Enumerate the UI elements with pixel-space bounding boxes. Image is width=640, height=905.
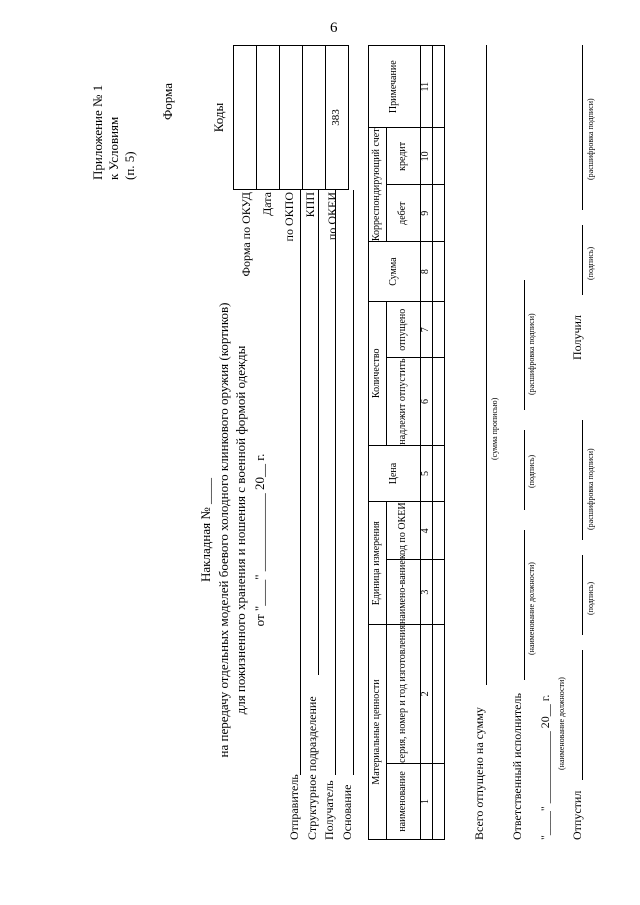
col-num: 5 — [421, 445, 433, 502]
okud-value[interactable] — [234, 46, 257, 190]
table-cell[interactable] — [433, 763, 445, 839]
subdivision-label: Структурное подразделение — [304, 696, 319, 840]
codes-labels — [236, 192, 343, 300]
col-num: 1 — [421, 763, 433, 839]
total-label: Всего отпущено на сумму — [472, 707, 486, 840]
title-date: от "____" ____________ 20__ г. — [252, 453, 267, 627]
sender-line[interactable] — [300, 190, 301, 775]
h-unit-code: код по ОКЕИ — [387, 502, 421, 560]
invoice-form — [30, 40, 595, 860]
col-num: 10 — [421, 128, 433, 185]
appendix-line2: к Условиям — [106, 116, 121, 180]
col-num: 8 — [421, 242, 433, 302]
responsible-decoding-line[interactable] — [524, 280, 525, 410]
form-label: Форма — [160, 83, 175, 120]
total-line[interactable] — [486, 45, 487, 685]
received-decoding-caption: (расшифровка подписи) — [586, 98, 595, 180]
title-line1: Накладная № ____ — [198, 478, 213, 582]
h-unit: Единица измерения — [369, 502, 387, 625]
received-label: Получил — [570, 315, 584, 360]
col-num: 9 — [421, 185, 433, 242]
released-signature-caption: (подпись) — [586, 581, 595, 615]
table-cell[interactable] — [433, 128, 445, 185]
received-signature-line[interactable] — [582, 225, 583, 295]
okei-label: по ОКЕИ — [324, 192, 339, 241]
h-qty: Количество — [369, 302, 387, 446]
responsible-date: "____" ____________ 20__ г. — [538, 694, 552, 840]
h-material: Материальные ценности — [369, 624, 387, 839]
okei-value[interactable]: 383 — [326, 46, 349, 190]
okud-label: Форма по ОКУД — [239, 192, 253, 277]
table-cell[interactable] — [433, 502, 445, 560]
appendix-line1: Приложение № 1 — [90, 84, 105, 180]
receiver-line[interactable] — [335, 190, 336, 775]
col-num: 3 — [421, 560, 433, 625]
released-decoding-line[interactable] — [582, 420, 583, 540]
date-label: Дата — [260, 192, 275, 216]
h-corr: Корреспондирующий счет — [369, 128, 387, 242]
col-num: 2 — [421, 624, 433, 763]
released-decoding-caption: (расшифровка подписи) — [586, 448, 595, 530]
responsible-decoding-caption: (расшифровка подписи) — [527, 313, 536, 395]
basis-label: Основание — [339, 784, 354, 840]
released-position-line[interactable] — [582, 650, 583, 780]
h-sum: Сумма — [369, 242, 421, 302]
title-line2: на передачу отдельных моделей боевого холодного клинкового оружия (кортиков) — [216, 302, 231, 758]
receiver-label: Получатель — [322, 780, 336, 840]
subdivision-line[interactable] — [318, 190, 319, 675]
responsible-position-line[interactable] — [524, 530, 525, 680]
table-cell[interactable] — [433, 358, 445, 445]
col-num: 7 — [421, 302, 433, 358]
received-signature-caption: (подпись) — [586, 246, 595, 280]
h-note: Примечание — [369, 46, 421, 128]
responsible-position-caption: (наименование должности) — [527, 562, 536, 655]
table-cell[interactable] — [433, 302, 445, 358]
h-credit: кредит — [387, 128, 421, 185]
table-cell[interactable] — [433, 624, 445, 763]
parties-block — [286, 696, 356, 840]
codes-table — [205, 45, 349, 190]
codes-header: Коды — [211, 102, 227, 133]
released-signature-line[interactable] — [582, 555, 583, 635]
responsible-signature-line[interactable] — [524, 430, 525, 510]
h-name: наименование — [387, 763, 421, 839]
received-decoding-line[interactable] — [582, 45, 583, 210]
table-cell[interactable] — [433, 185, 445, 242]
h-qty-rel: отпущено — [387, 302, 421, 358]
col-num: 6 — [421, 358, 433, 445]
h-debit: дебет — [387, 185, 421, 242]
released-position-caption: (наименование должности) — [557, 677, 566, 770]
page-number: 6 — [330, 20, 338, 36]
h-series: серия, номер и год изготовления — [387, 624, 421, 763]
sum-words-caption: (сумма прописью) — [490, 397, 499, 460]
kpp-label: КПП — [303, 192, 318, 218]
okpo-label: по ОКПО — [281, 192, 296, 242]
h-unit-name: наимено-вание — [387, 560, 421, 625]
sender-label: Отправитель — [287, 774, 301, 840]
kpp-value[interactable] — [303, 46, 326, 190]
table-cell[interactable] — [433, 242, 445, 302]
table-cell[interactable] — [433, 560, 445, 625]
h-price: Цена — [369, 445, 421, 502]
table-cell[interactable] — [433, 46, 445, 128]
basis-line[interactable] — [353, 190, 354, 775]
okpo-value[interactable] — [280, 46, 303, 190]
col-num: 4 — [421, 502, 433, 560]
appendix-line3: (п. 5) — [122, 151, 137, 180]
date-value[interactable] — [257, 46, 280, 190]
h-qty-due: надлежит отпустить — [387, 358, 421, 445]
responsible-label: Ответственный исполнитель — [510, 693, 524, 840]
appendix-block — [90, 85, 138, 180]
responsible-signature-caption: (подпись) — [527, 454, 536, 488]
released-label: Отпустил — [570, 790, 584, 840]
col-num: 11 — [421, 46, 433, 128]
table-cell[interactable] — [433, 445, 445, 502]
title-line3: для пожизненного хранения и ношения с военной формой одежды — [233, 345, 248, 715]
goods-table — [368, 45, 445, 840]
